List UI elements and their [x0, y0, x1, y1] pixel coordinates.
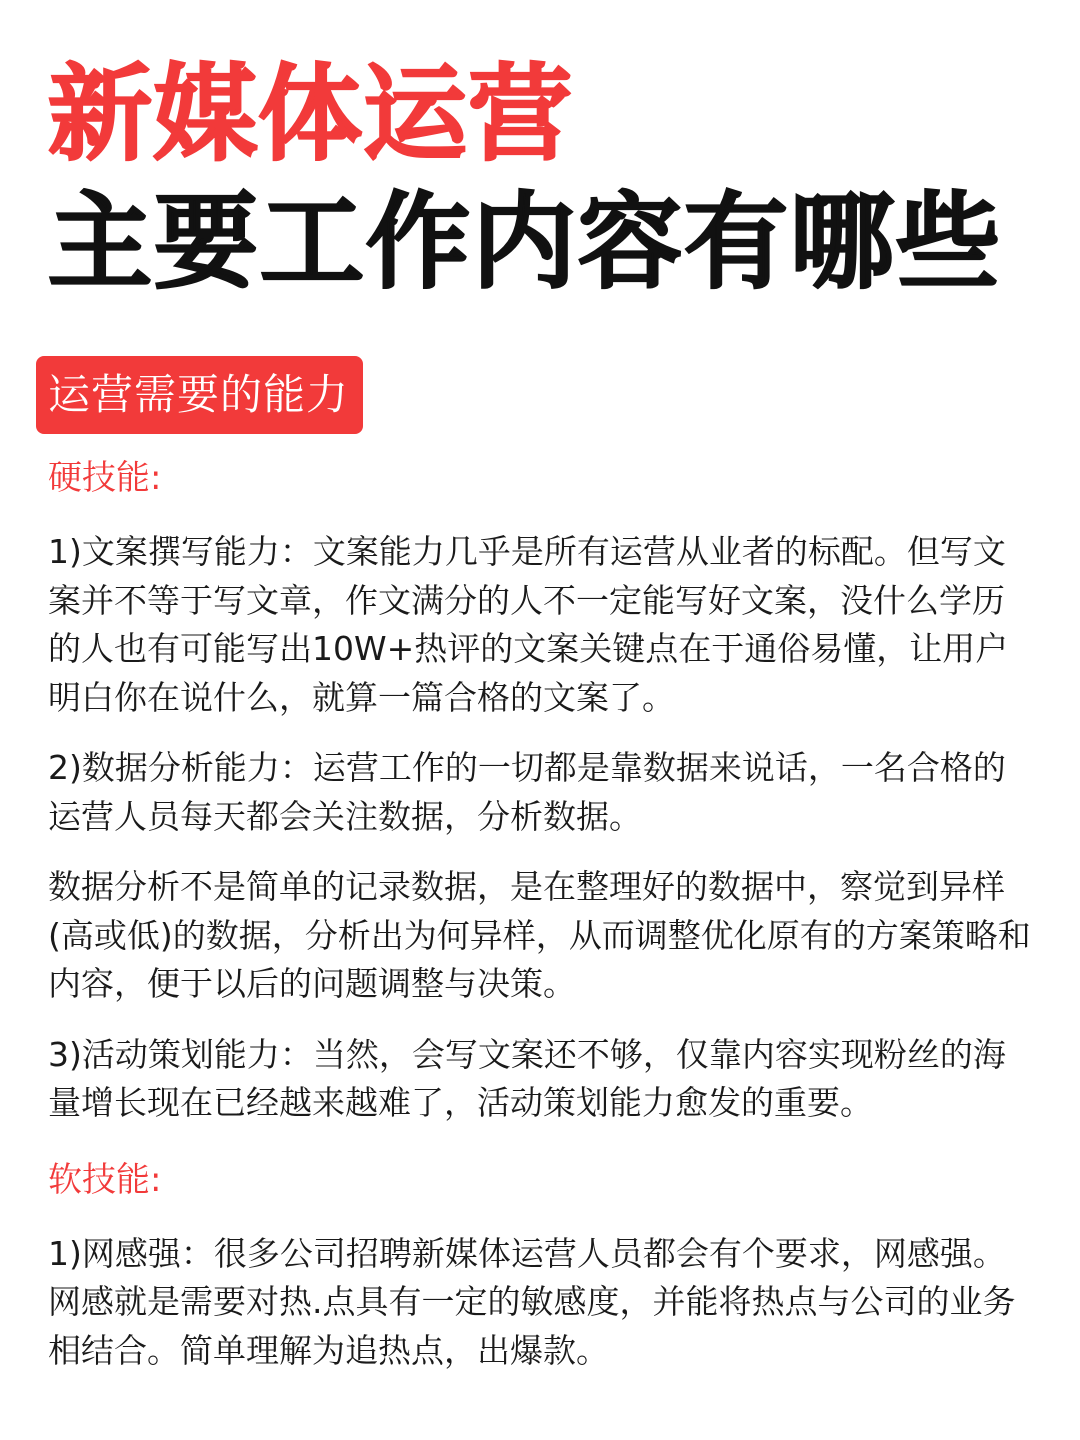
- hard-skill-copywriting: 1)文案撰写能力：文案能力几乎是所有运营从业者的标配。但写文案并不等于写文章，作文满分的人不一定能写好文案，没什么学历的人也有可能写出10W+热评的文案关键点在于通俗易懂，让用户明白你在说什么，就算一篇合格的文案了。: [48, 532, 1009, 717]
- hard-skill-data-analysis: 2)数据分析能力：运营工作的一切都是靠数据来说话，一名合格的运营人员每天都会关注数据，分析数据。: [48, 748, 1006, 836]
- hard-skills-heading: 硬技能:: [48, 458, 162, 498]
- hard-skill-event-planning: 3)活动策划能力：当然，会写文案还不够，仅靠内容实现粉丝的海量增长现在已经越来越难了，活动策划能力愈发的重要。: [48, 1034, 1006, 1122]
- title-line-2: 主要工作内容有哪些: [48, 181, 1003, 303]
- title-line-1: 新媒体运营: [48, 53, 574, 175]
- section-badge: 运营需要的能力: [36, 356, 363, 434]
- soft-skill-internet-sense: 1)网感强：很多公司招聘新媒体运营人员都会有个要求，网感强。网感就是需要对热.点具有一定的敏感度，并能将热点与公司的业务相结合。简单理解为追热点，出爆款。: [48, 1233, 1016, 1370]
- soft-skills-heading: 软技能:: [48, 1159, 162, 1200]
- hard-skill-data-analysis-detail: 数据分析不是简单的记录数据，是在整理好的数据中，察觉到异样(高或低)的数据，分析出为何异样，从而调整优化原有的方案策略和内容，便于以后的问题调整与决策。: [48, 867, 1031, 1003]
